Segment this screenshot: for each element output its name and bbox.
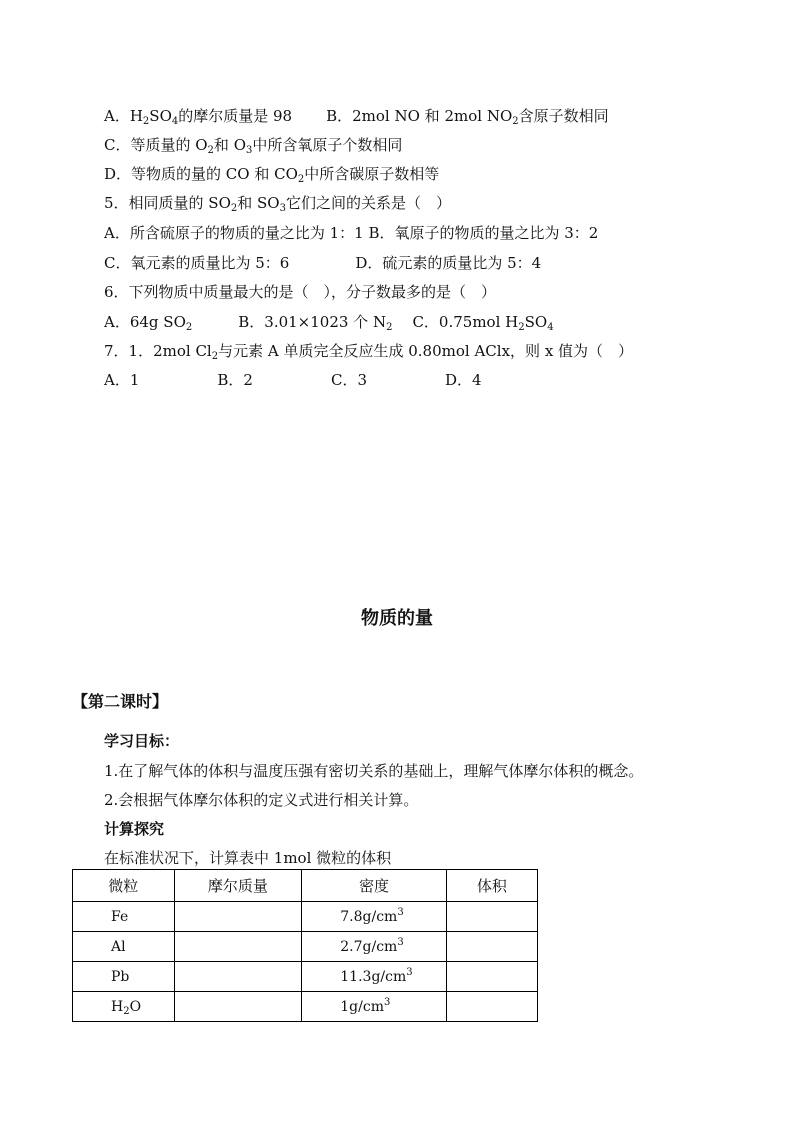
header-density: 密度	[302, 870, 447, 902]
q5-option-c: C．氧元素的质量比为 5：6	[104, 254, 290, 272]
goal-item-1: 1.在了解气体的体积与温度压强有密切关系的基础上，理解气体摩尔体积的概念。	[104, 762, 644, 780]
page-title: 物质的量	[361, 608, 433, 629]
cell-density: $1g/cm^3$	[302, 992, 447, 1022]
section-heading: 【第二课时】	[72, 692, 169, 711]
cell-density: $2.7g/cm^3$	[302, 932, 447, 962]
q4-option-line-ab	[104, 106, 609, 126]
cell-particle: $H_2O$	[73, 992, 175, 1022]
particle-volume-table	[72, 869, 538, 1022]
q6-option-a: A．64g $SO_2$	[104, 313, 193, 333]
q6-stem: 6．下列物质中质量最大的是（ ），分子数最多的是（ ）	[104, 283, 497, 301]
cell-volume[interactable]	[446, 932, 537, 962]
q7-option-c: C．3	[330, 371, 367, 389]
q4-option-c: C．等质量的 $O_2$和 $O_3$中所含氧原子个数相同	[104, 136, 403, 156]
cell-density: $11.3g/cm^3$	[302, 962, 447, 992]
table-row	[73, 932, 538, 962]
q6-options	[104, 312, 554, 332]
explore-heading: 计算探究	[104, 820, 165, 838]
cell-molar-mass[interactable]	[174, 932, 302, 962]
cell-volume[interactable]	[446, 962, 537, 992]
q6-option-c: C．0.75mol $H_2SO_4$	[412, 313, 554, 333]
q7-option-b: B．2	[217, 371, 253, 389]
cell-molar-mass[interactable]	[174, 992, 302, 1022]
header-volume: 体积	[446, 870, 537, 902]
cell-particle: Pb	[73, 962, 175, 992]
table-header-row	[73, 870, 538, 902]
q5-option-d: D．硫元素的质量比为 5：4	[355, 254, 542, 272]
q6-option-b: B．3.01×1023 个 $N_2$	[238, 313, 393, 333]
goal-item-2: 2.会根据气体摩尔体积的定义式进行相关计算。	[104, 791, 419, 809]
q5-option-ab: A．所含硫原子的物质的量之比为 1：1 B．氧原子的物质的量之比为 3：2	[104, 224, 599, 242]
cell-particle: Fe	[73, 902, 175, 932]
cell-volume[interactable]	[446, 902, 537, 932]
cell-molar-mass[interactable]	[174, 902, 302, 932]
q4-option-a: A．$H_2SO_4$的摩尔质量是 98	[104, 107, 293, 127]
q7-option-d: D．4	[445, 371, 482, 389]
table-row	[73, 902, 538, 932]
q7-option-a: A．1	[104, 371, 140, 389]
q5-option-cd	[104, 253, 541, 273]
table-row	[73, 992, 538, 1022]
explore-intro: 在标准状况下，计算表中 1mol 微粒的体积	[104, 849, 392, 867]
q5-stem: 5．相同质量的 $SO_2$和 $SO_3$它们之间的关系是（ ）	[104, 194, 451, 214]
goals-heading: 学习目标：	[104, 732, 180, 750]
cell-density: $7.8g/cm^3$	[302, 902, 447, 932]
q7-options	[104, 370, 482, 390]
header-molar-mass: 摩尔质量	[174, 870, 302, 902]
table-row	[73, 962, 538, 992]
q4-option-b: B．2mol NO 和 2mol $NO_2$含原子数相同	[326, 107, 609, 127]
cell-particle: Al	[73, 932, 175, 962]
cell-volume[interactable]	[446, 992, 537, 1022]
q7-stem: 7．1．2mol $Cl_2$与元素 A 单质完全反应生成 0.80mol AClx，则 x 值为（ ）	[104, 342, 634, 362]
header-particle: 微粒	[73, 870, 175, 902]
q4-option-d: D．等物质的量的 CO 和 $CO_2$中所含碳原子数相等	[104, 165, 440, 185]
cell-molar-mass[interactable]	[174, 962, 302, 992]
